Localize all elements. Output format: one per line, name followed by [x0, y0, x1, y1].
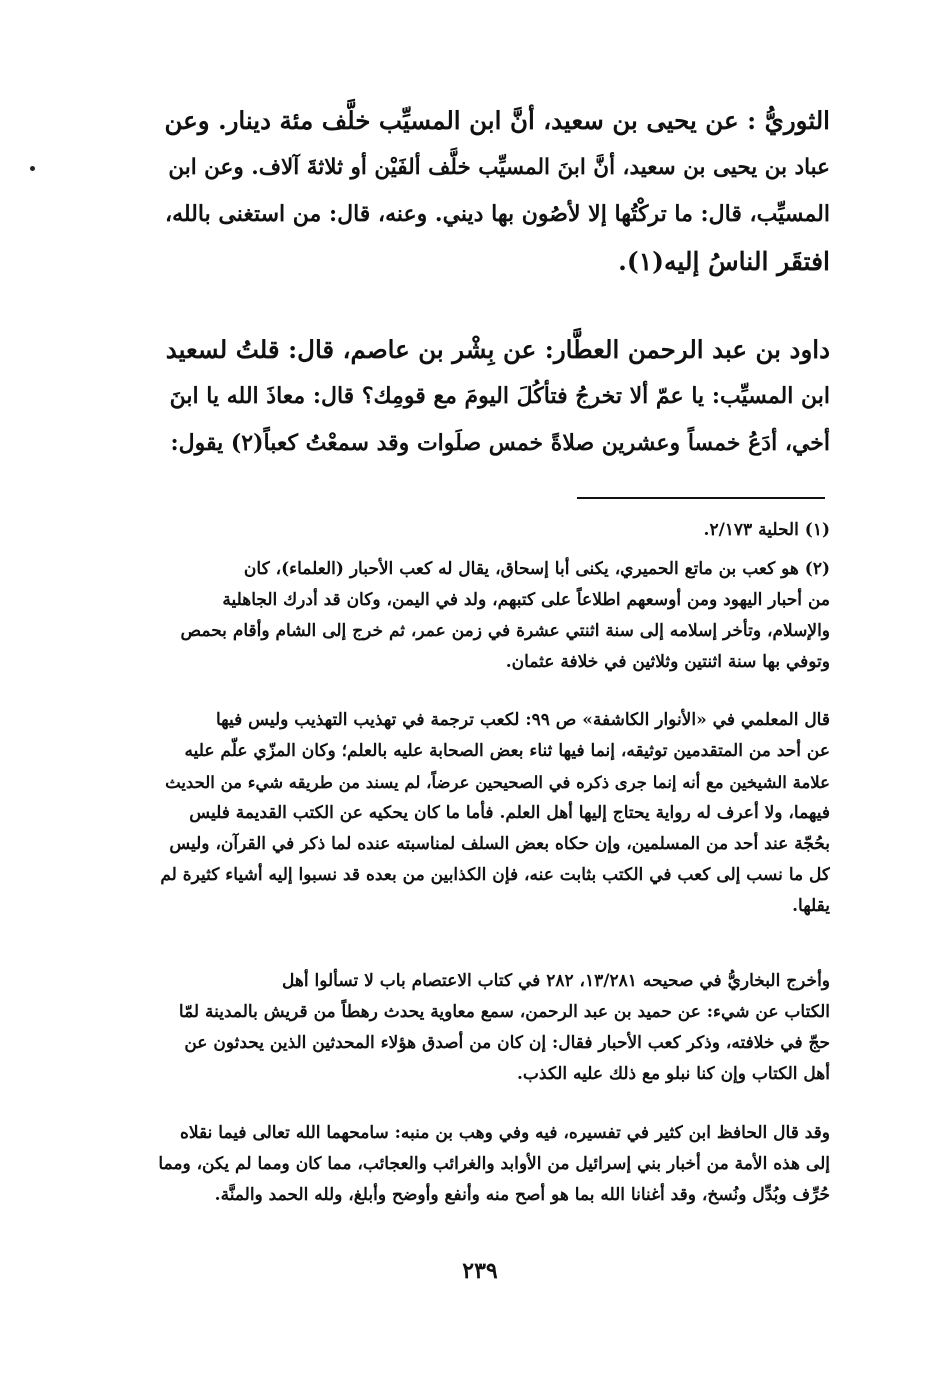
footnote-line: أهل الكتاب وإن كنا نبلو مع ذلك عليه الكذب. [517, 1064, 830, 1084]
footnote-line: (٢) هو كعب بن ماتع الحميري، يكنى أبا إسحاق، يقال له كعب الأحبار (العلماء)، كان [243, 559, 830, 579]
footnote-line: فيهما، ولا أعرف له رواية يحتاج إليها أهل العلم. فأما ما كان يحكيه عن الكتب القديمة فليس [189, 803, 830, 823]
footnote-2-note-ibn-kathir [150, 1118, 830, 1211]
text-line: الثوريُّ : عن يحيى بن سعيد، أنَّ ابن المسيِّب خلَّف مئة دينار. وعن [164, 106, 830, 135]
text-line: أخي، أدَعُ خمساً وعشرين صلاةً خمس صلَوات وقد سمعْتُ كعباً(٢) يقول: [170, 430, 830, 456]
text-line: داود بن عبد الرحمن العطَّار: عن بِشْر بن عاصم، قال: قلتُ لسعيد [165, 335, 830, 364]
footnote-divider [577, 497, 825, 499]
footnote-line: علامة الشيخين مع أنه إنما جرى ذكره في الصحيحين عرضاً، لم يسند من طريقه شيء من الحديث [165, 773, 830, 792]
footnote-line: وتوفي بها سنة اثنتين وثلاثين في خلافة عثمان. [505, 652, 830, 672]
footnote-line: قال المعلمي في «الأنوار الكاشفة» ص ٩٩: لكعب ترجمة في تهذيب التهذيب وليس فيها [215, 710, 830, 730]
footnote-line: وقد قال الحافظ ابن كثير في تفسيره، فيه وفي وهب بن منبه: سامحهما الله تعالى فيما نقلاه [179, 1123, 830, 1143]
margin-dot [30, 166, 35, 171]
footnote-2 [150, 554, 830, 678]
footnote-line: من أحبار اليهود ومن أوسعهم اطلاعاً على كتبهم، ولد في اليمن، وكان قد أدرك الجاهلية [222, 590, 830, 610]
page-number: ٢٣٩ [462, 1258, 498, 1284]
footnote-line: كل ما نسب إلى كعب في الكتب بثابت عنه، فإن الكذابين من بعده قد نسبوا إليه أشياء كثيرة لم [160, 865, 830, 885]
footnote-line: (١) الحلية ٢/١٧٣. [703, 520, 830, 540]
text-line: عباد بن يحيى بن سعيد، أنَّ ابنَ المسيِّب خلَّف ألفَيْن أو ثلاثةَ آلاف. وعن ابن [168, 155, 830, 180]
footnote-line: يقلها. [792, 896, 830, 916]
footnote-2-note-bukhari [150, 966, 830, 1090]
footnote-line: وأخرج البخاريُّ في صحيحه ١٣/٢٨١، ٢٨٢ في كتاب الاعتصام باب لا تسألوا أهل [282, 971, 830, 991]
footnote-line: حجّ في خلافته، وذكر كعب الأحبار فقال: إن كان من أصدق هؤلاء المحدثين الذين يحدثون عن [184, 1033, 830, 1053]
text-line: المسيِّب، قال: ما تركْتُها إلا لأصُون بها ديني. وعنه، قال: من استغنى بالله، [165, 201, 830, 227]
text-line: افتقَر الناسُ إليه(١). [618, 247, 830, 276]
footnote-line: الكتاب عن شيء: عن حميد بن عبد الرحمن، سمع معاوية يحدث رهطاً من قريش بالمدينة لمّا [178, 1002, 830, 1022]
main-paragraph-2 [160, 326, 830, 467]
main-paragraph-1 [160, 97, 830, 285]
footnote-1 [150, 515, 830, 546]
footnote-line: بحُجّة عند أحد من المسلمين، وإن حكاه بعض السلف لمناسبته عنده لما ذكر في القرآن، وليس [169, 834, 830, 854]
footnote-line: والإسلام، وتأخر إسلامه إلى سنة اثنتي عشرة في زمن عمر، ثم خرج إلى الشام وأقام بحمص [180, 621, 830, 641]
footnote-2-note-muallimi [150, 705, 830, 922]
text-line: ابن المسيِّب: يا عمّ ألا تخرجُ فتأكُلَ اليومَ مع قومِك؟ قال: معاذَ الله يا ابنَ [169, 383, 830, 409]
footnote-line: عن أحد من المتقدمين توثيقه، إنما فيها ثناء بعض الصحابة عليه بالعلم؛ وكان المزّي علّم عليه [184, 741, 830, 761]
footnote-line: إلى هذه الأمة من أخبار بني إسرائيل من الأوابد والغرائب والعجائب، مما كان ومما لم يكن، ومما [158, 1154, 830, 1174]
footnote-line: حُرِّف وبُدِّل ونُسخ، وقد أغنانا الله بما هو أصح منه وأنفع وأوضح وأبلغ، ولله الحمد والمنَّة. [214, 1185, 830, 1205]
